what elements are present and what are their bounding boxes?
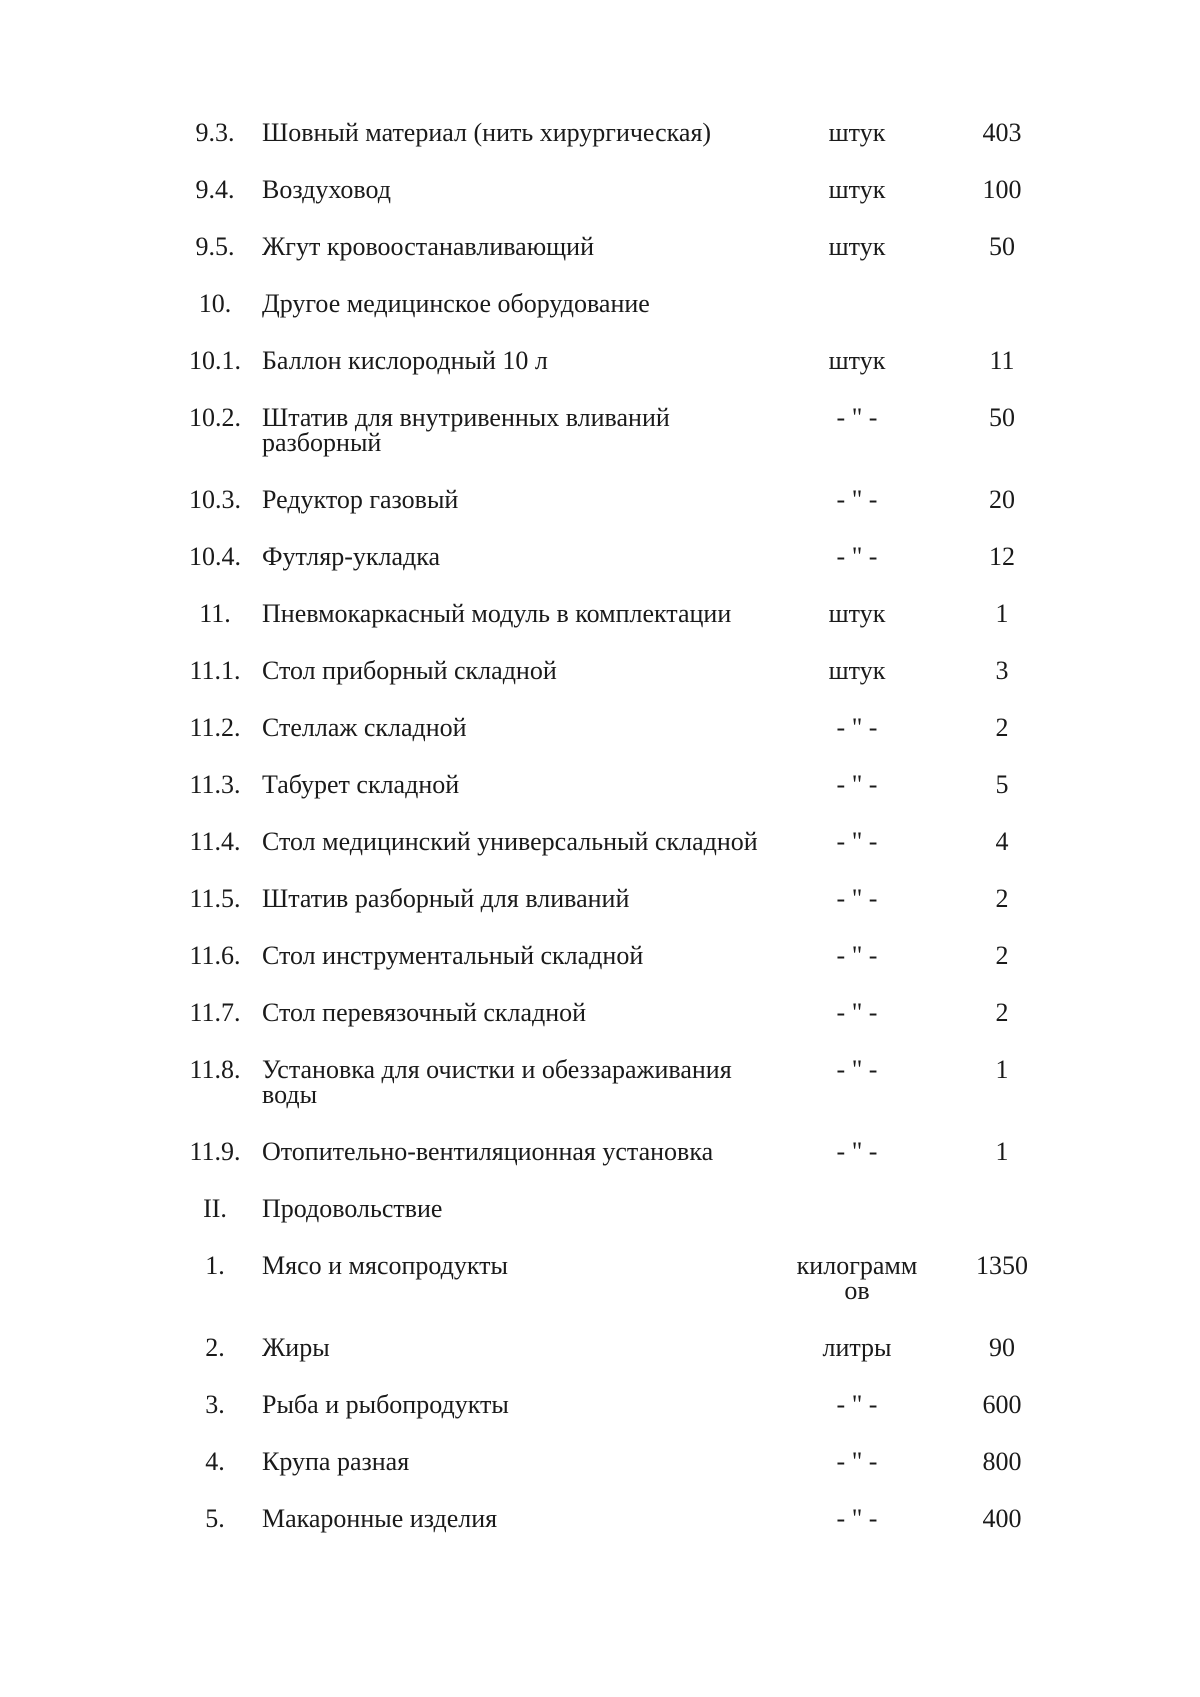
item-quantity: 1	[995, 1055, 1009, 1084]
item-quantity: 800	[982, 1447, 1022, 1476]
item-name: Отопительно-вентиляционная установка	[262, 1137, 714, 1166]
table-row	[178, 1253, 1058, 1303]
item-number: 9.5.	[195, 232, 235, 261]
table-row	[178, 291, 1058, 316]
table-row	[178, 772, 1058, 797]
item-unit: - " -	[836, 542, 878, 571]
item-unit	[787, 1253, 927, 1303]
item-unit: - " -	[836, 1390, 878, 1419]
item-name: Воздуховод	[262, 175, 391, 204]
item-unit: штук	[828, 232, 886, 261]
table-row	[178, 658, 1058, 683]
item-unit: штук	[828, 175, 886, 204]
item-unit: - " -	[836, 827, 878, 856]
item-number: 10.2.	[189, 403, 241, 432]
item-quantity: 2	[995, 884, 1009, 913]
table-row	[178, 544, 1058, 569]
item-unit: штук	[828, 346, 886, 375]
item-quantity: 12	[989, 542, 1015, 571]
item-name: Стол инструментальный складной	[262, 941, 644, 970]
item-name: Установка для очистки и обеззараживания воды	[262, 1055, 732, 1109]
item-quantity: 100	[982, 175, 1022, 204]
item-unit: штук	[828, 656, 886, 685]
item-number: 3.	[205, 1390, 225, 1419]
item-unit: - " -	[836, 485, 878, 514]
item-name: Другое медицинское оборудование	[262, 289, 650, 318]
item-quantity: 400	[982, 1504, 1022, 1533]
item-quantity: 5	[995, 770, 1009, 799]
item-quantity: 4	[995, 827, 1009, 856]
item-unit: - " -	[836, 1504, 878, 1533]
table-row	[178, 234, 1058, 259]
supplies-table	[178, 120, 1058, 1531]
item-number: 10.1.	[189, 346, 241, 375]
item-unit-text: килограммов	[796, 1251, 918, 1305]
item-number: 10.4.	[189, 542, 241, 571]
item-number: 11.2.	[189, 713, 241, 742]
item-name: Мясо и мясопродукты	[262, 1251, 508, 1280]
item-name: Стол перевязочный складной	[262, 998, 587, 1027]
item-name: Футляр-укладка	[262, 542, 441, 571]
item-unit: штук	[828, 118, 886, 147]
item-name: Баллон кислородный 10 л	[262, 346, 548, 375]
item-quantity: 50	[989, 232, 1015, 261]
item-unit: штук	[828, 599, 886, 628]
item-name: Продовольствие	[262, 1194, 443, 1223]
item-name: Штатив для внутривенных вливаний разборный	[262, 403, 670, 457]
item-quantity: 403	[982, 118, 1022, 147]
item-number: 11.7.	[189, 998, 241, 1027]
item-quantity: 2	[995, 713, 1009, 742]
table-row	[178, 1392, 1058, 1417]
item-name: Макаронные изделия	[262, 1504, 498, 1533]
item-quantity: 1	[995, 1137, 1009, 1166]
table-row	[178, 405, 1058, 455]
item-unit: литры	[822, 1333, 892, 1362]
item-quantity: 1350	[976, 1251, 1028, 1280]
item-name: Рыба и рыбопродукты	[262, 1390, 509, 1419]
item-number: 11.	[199, 599, 231, 628]
item-quantity: 11	[989, 346, 1015, 375]
item-name: Жиры	[262, 1333, 330, 1362]
item-number: 9.4.	[195, 175, 235, 204]
table-row	[178, 487, 1058, 512]
item-number: 2.	[205, 1333, 225, 1362]
table-row	[178, 1139, 1058, 1164]
item-number: 11.6.	[189, 941, 241, 970]
item-number: 10.	[198, 289, 232, 318]
item-name: Пневмокаркасный модуль в комплектации	[262, 599, 732, 628]
item-number: 4.	[205, 1447, 225, 1476]
item-quantity: 600	[982, 1390, 1022, 1419]
table-row	[178, 1449, 1058, 1474]
table-row	[178, 1196, 1058, 1221]
item-unit: - " -	[836, 884, 878, 913]
item-unit: - " -	[836, 1137, 878, 1166]
item-unit: - " -	[836, 941, 878, 970]
table-row	[178, 348, 1058, 373]
table-row	[178, 829, 1058, 854]
table-row	[178, 177, 1058, 202]
item-quantity: 1	[995, 599, 1009, 628]
item-unit: - " -	[836, 1055, 878, 1084]
item-quantity: 2	[995, 941, 1009, 970]
item-quantity: 20	[989, 485, 1015, 514]
table-row	[178, 120, 1058, 145]
item-name: Стол медицинский универсальный складной	[262, 827, 758, 856]
table-row	[178, 1335, 1058, 1360]
item-quantity: 2	[995, 998, 1009, 1027]
item-quantity: 3	[995, 656, 1009, 685]
item-unit: - " -	[836, 1447, 878, 1476]
item-unit: - " -	[836, 713, 878, 742]
item-quantity: 90	[989, 1333, 1015, 1362]
item-number: II.	[203, 1194, 227, 1223]
item-number: 11.1.	[189, 656, 241, 685]
table-row	[178, 1057, 1058, 1107]
table-row	[178, 1506, 1058, 1531]
item-number: 10.3.	[189, 485, 241, 514]
item-number: 1.	[205, 1251, 225, 1280]
item-unit: - " -	[836, 770, 878, 799]
item-name: Штатив разборный для вливаний	[262, 884, 630, 913]
item-name: Шовный материал (нить хирургическая)	[262, 118, 712, 147]
item-number: 11.5.	[189, 884, 241, 913]
item-name: Жгут кровоостанавливающий	[262, 232, 594, 261]
table-row	[178, 886, 1058, 911]
item-unit: - " -	[836, 998, 878, 1027]
item-name: Табурет складной	[262, 770, 460, 799]
item-number: 11.3.	[189, 770, 241, 799]
item-unit: - " -	[836, 403, 878, 432]
item-number: 11.9.	[189, 1137, 241, 1166]
table-row	[178, 601, 1058, 626]
item-name: Стеллаж складной	[262, 713, 467, 742]
item-number: 9.3.	[195, 118, 235, 147]
table-row	[178, 943, 1058, 968]
item-number: 11.4.	[189, 827, 241, 856]
item-number: 11.8.	[189, 1055, 241, 1084]
item-name: Редуктор газовый	[262, 485, 459, 514]
item-name: Стол приборный складной	[262, 656, 557, 685]
table-row	[178, 715, 1058, 740]
item-name: Крупа разная	[262, 1447, 410, 1476]
item-quantity: 50	[989, 403, 1015, 432]
table-row	[178, 1000, 1058, 1025]
item-number: 5.	[205, 1504, 225, 1533]
